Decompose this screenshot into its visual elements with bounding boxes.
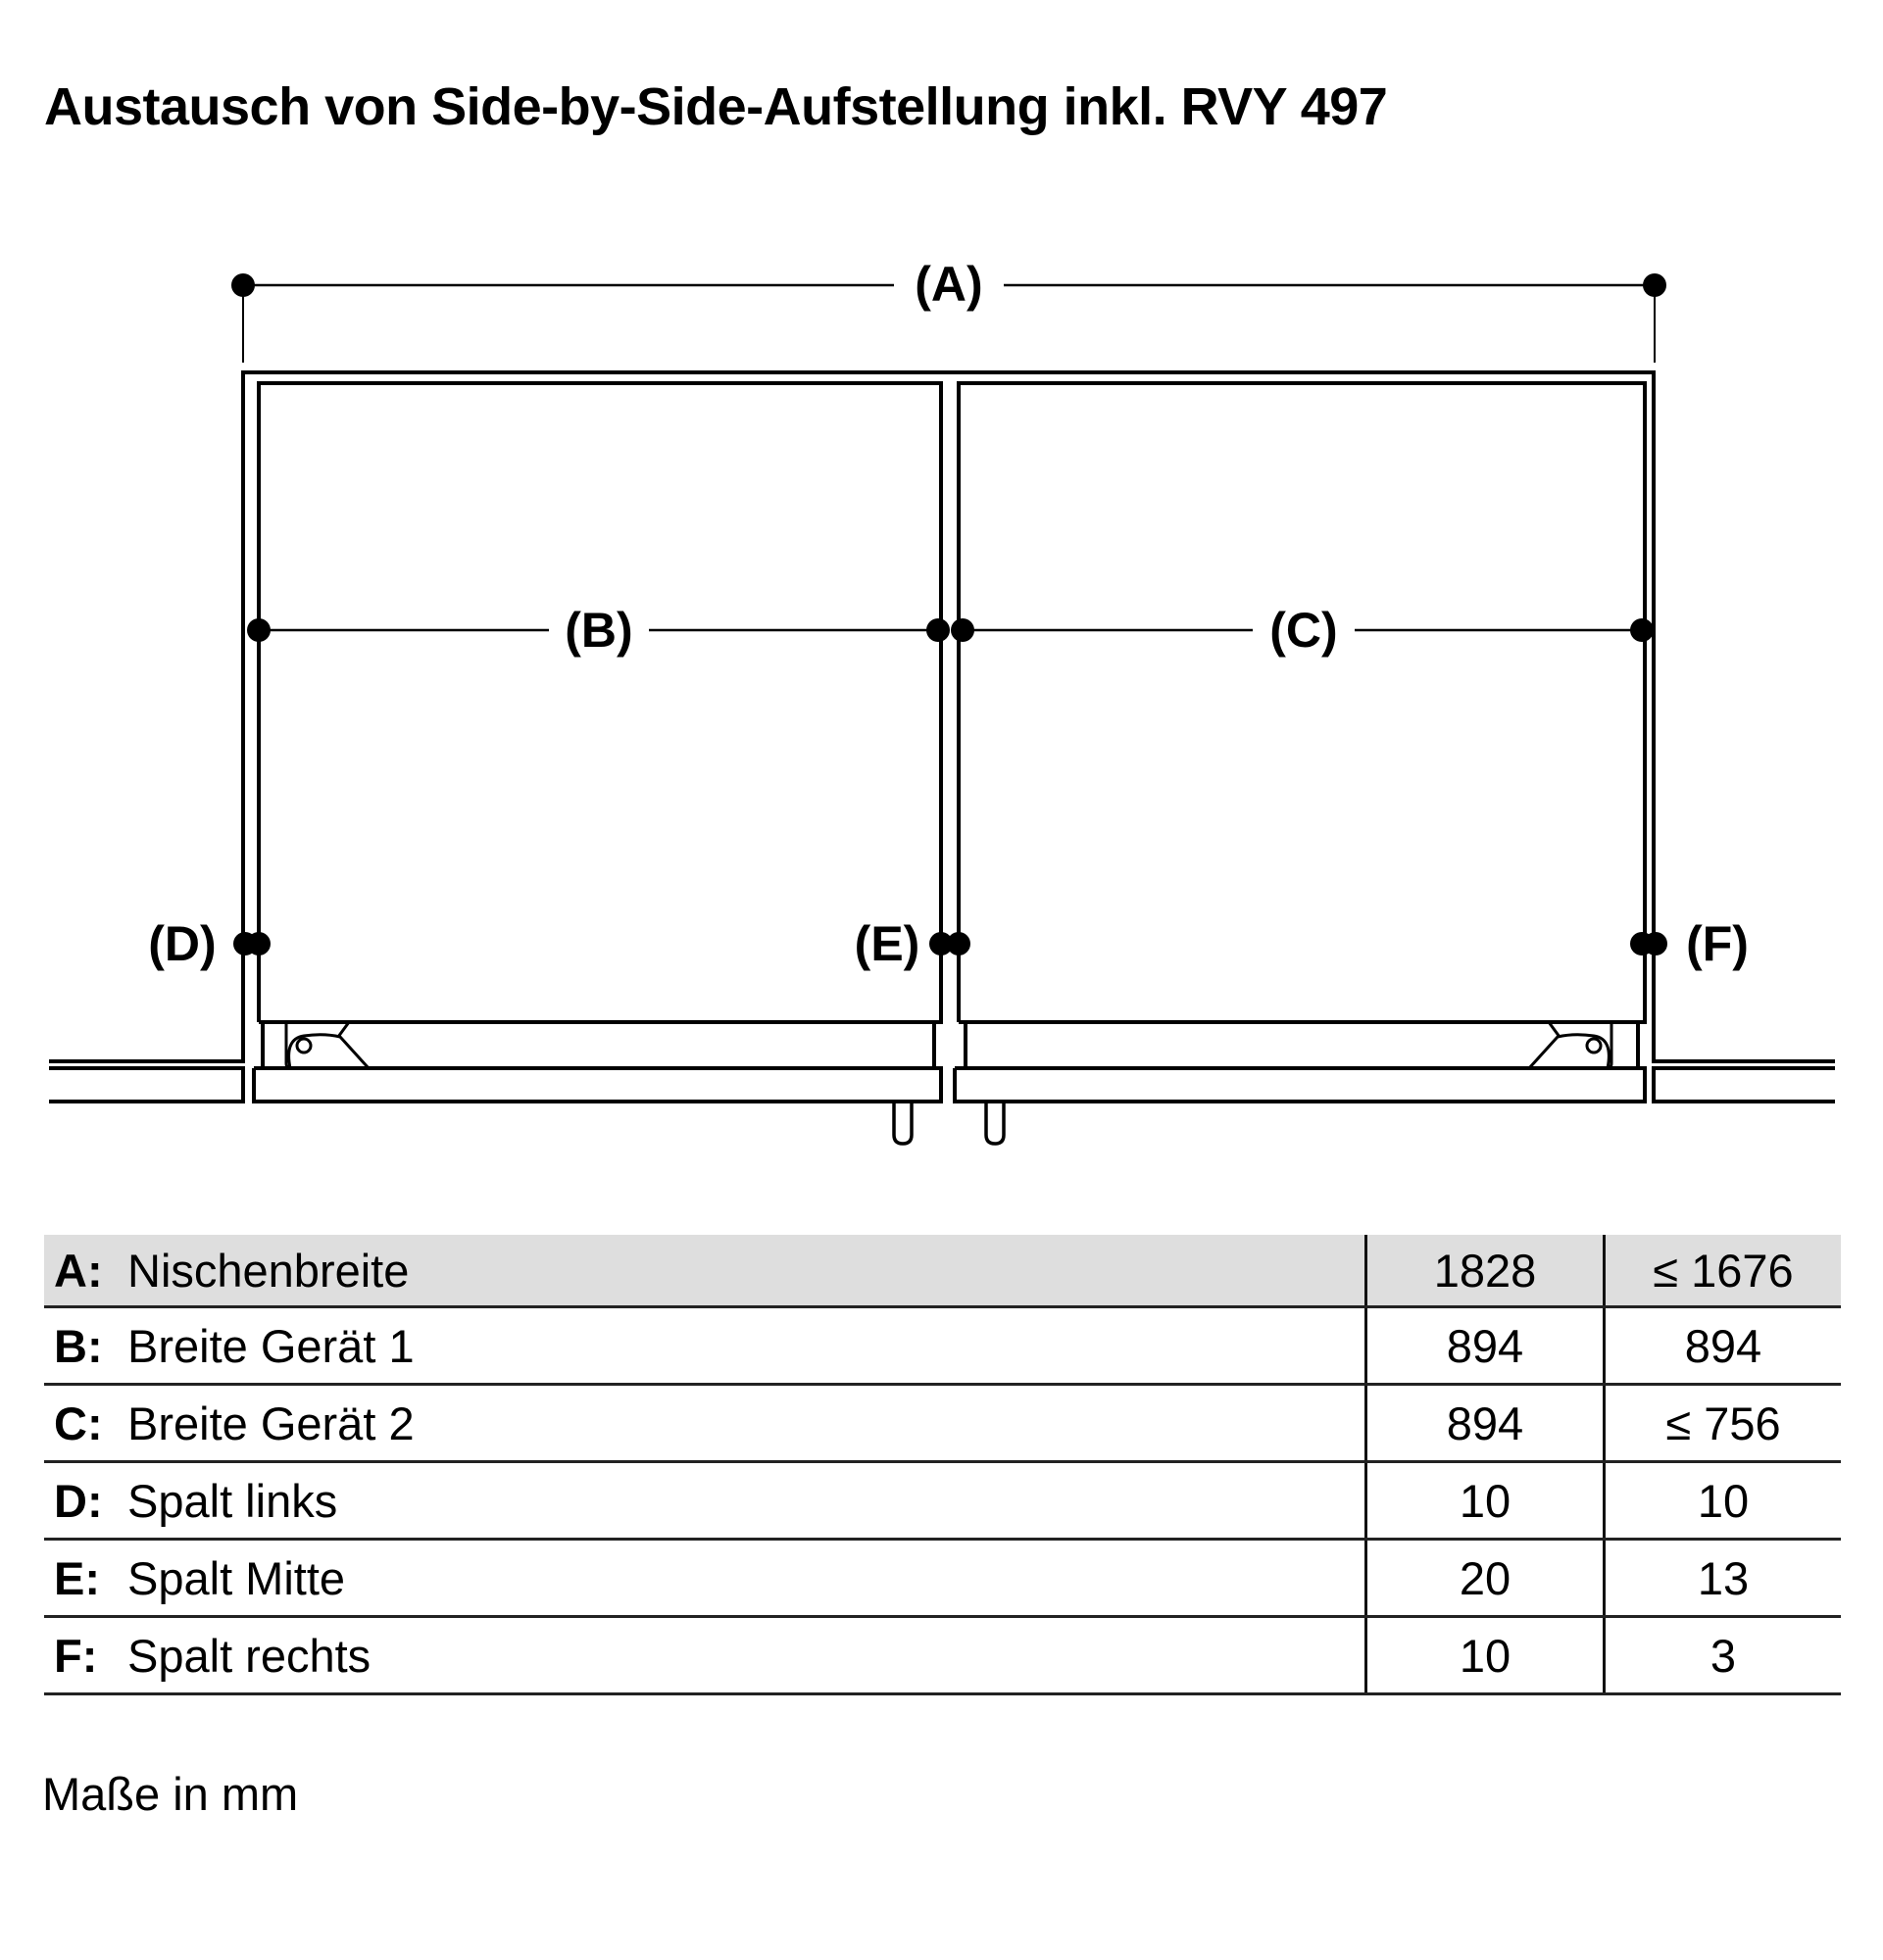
label-a: (A) xyxy=(915,257,983,312)
row-value-1: 10 xyxy=(1366,1462,1605,1540)
hinge-left xyxy=(286,1022,369,1068)
dimension-e xyxy=(929,932,970,956)
row-key: E: xyxy=(44,1540,127,1617)
row-key: B: xyxy=(44,1307,127,1385)
table-row xyxy=(44,1385,1841,1462)
row-value-1: 894 xyxy=(1366,1385,1605,1462)
row-value-2: ≤ 1676 xyxy=(1605,1235,1842,1307)
dimension-f xyxy=(1630,932,1667,956)
page-title: Austausch von Side-by-Side-Aufstellung inkl. RVY 497 xyxy=(44,77,1388,136)
appliance-1 xyxy=(259,383,941,1068)
dimensions-table xyxy=(44,1235,1841,1695)
row-description: Breite Gerät 1 xyxy=(127,1307,1366,1385)
table-row xyxy=(44,1540,1841,1617)
table-row xyxy=(44,1462,1841,1540)
row-value-1: 10 xyxy=(1366,1617,1605,1694)
row-key: D: xyxy=(44,1462,127,1540)
row-value-1: 20 xyxy=(1366,1540,1605,1617)
row-description: Spalt rechts xyxy=(127,1617,1366,1694)
row-value-2: ≤ 756 xyxy=(1605,1385,1842,1462)
row-key: F: xyxy=(44,1617,127,1694)
plinth xyxy=(49,1068,1835,1144)
table-row xyxy=(44,1235,1841,1307)
row-value-1: 894 xyxy=(1366,1307,1605,1385)
row-description: Spalt Mitte xyxy=(127,1540,1366,1617)
row-key: A: xyxy=(44,1235,127,1307)
table-row xyxy=(44,1617,1841,1694)
label-b: (B) xyxy=(565,603,633,658)
label-d: (D) xyxy=(148,916,217,971)
row-value-2: 13 xyxy=(1605,1540,1842,1617)
dimension-d xyxy=(233,932,271,956)
label-c: (C) xyxy=(1269,603,1338,658)
label-e: (E) xyxy=(854,916,920,971)
row-description: Breite Gerät 2 xyxy=(127,1385,1366,1462)
table-row xyxy=(44,1307,1841,1385)
label-f: (F) xyxy=(1686,916,1749,971)
row-value-1: 1828 xyxy=(1366,1235,1605,1307)
row-value-2: 3 xyxy=(1605,1617,1842,1694)
row-key: C: xyxy=(44,1385,127,1462)
row-description: Nischenbreite xyxy=(127,1235,1366,1307)
units-footnote: Maße in mm xyxy=(42,1768,299,1820)
hinge-right xyxy=(1529,1022,1611,1068)
row-value-2: 10 xyxy=(1605,1462,1842,1540)
appliance-2 xyxy=(959,383,1645,1068)
row-value-2: 894 xyxy=(1605,1307,1842,1385)
row-description: Spalt links xyxy=(127,1462,1366,1540)
